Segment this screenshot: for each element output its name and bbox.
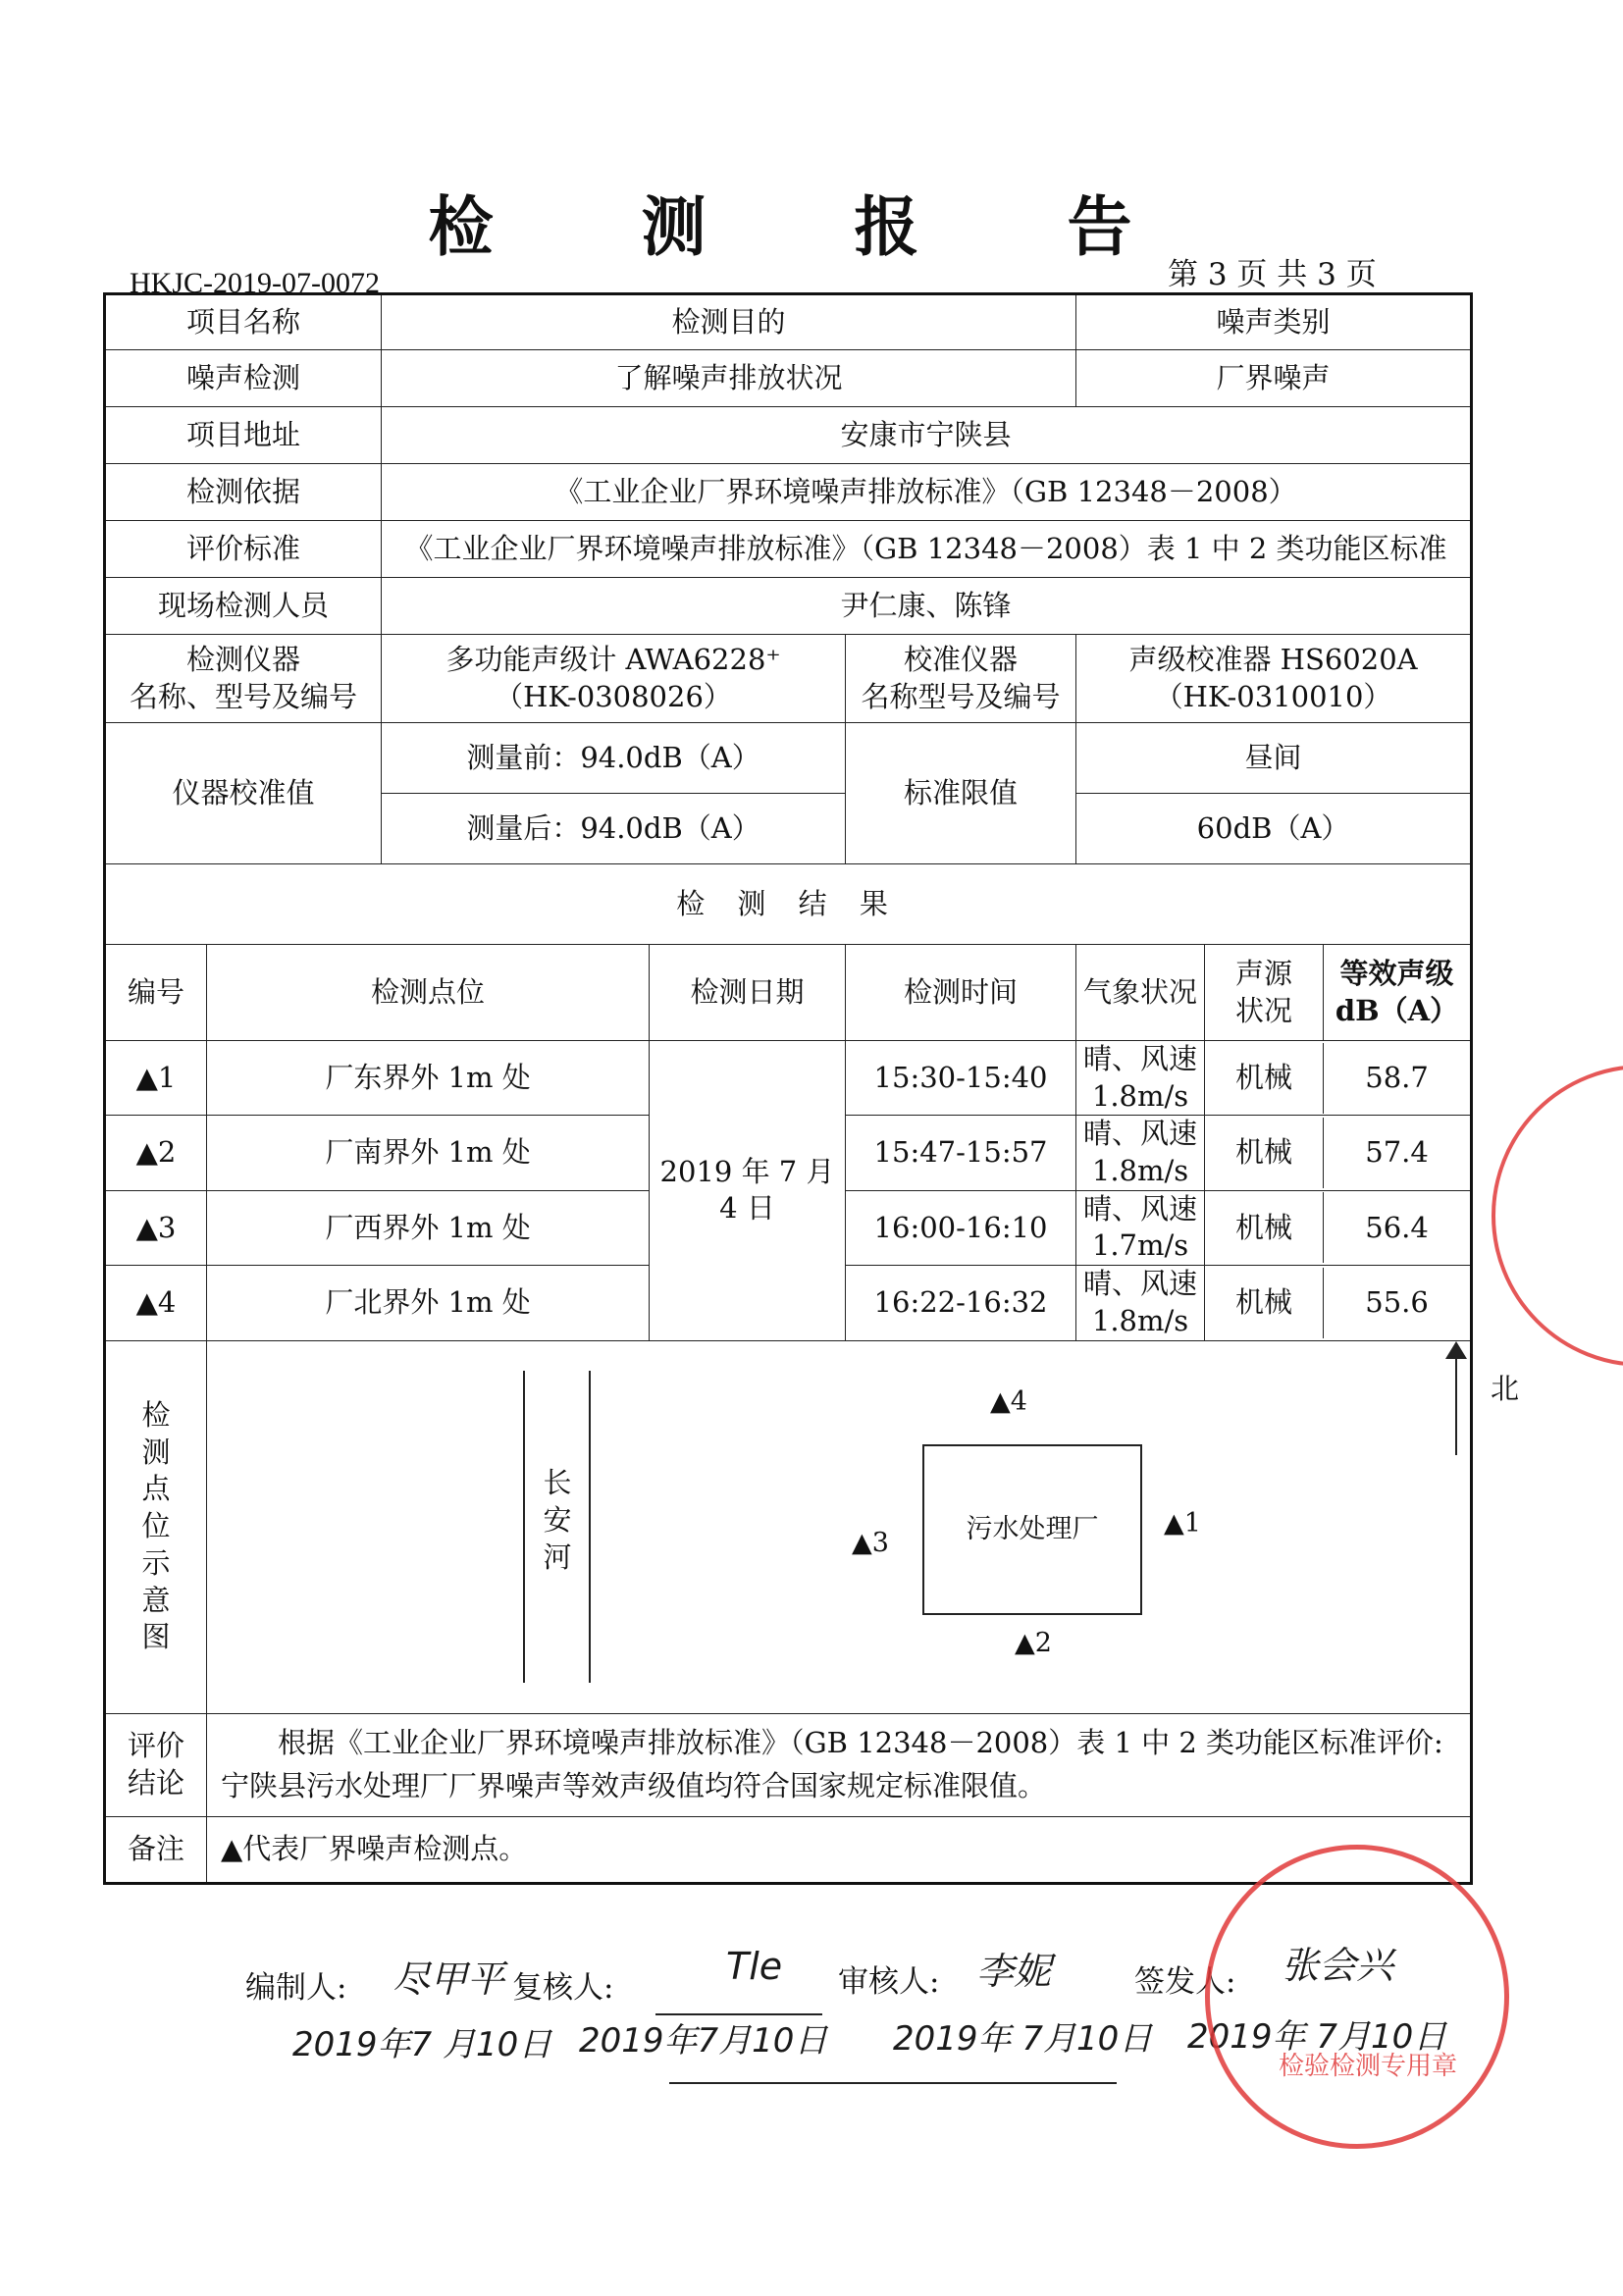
reviewer-label: 复核人: [512, 1970, 614, 2006]
calibrator-value-line1: 声级校准器 HS6020A [1128, 642, 1418, 676]
compiler-label: 编制人: [245, 1970, 347, 2006]
col-date-header: 检测日期 [650, 945, 846, 1041]
row-no: ▲3 [105, 1190, 207, 1265]
instrument-value-line1: 多功能声级计 AWA6228⁺ [445, 642, 781, 676]
river-bank-right [589, 1371, 591, 1683]
noise-type-label: 噪声类别 [1076, 294, 1472, 350]
remark-row [105, 1816, 1472, 1883]
row-no: ▲2 [105, 1116, 207, 1190]
report-title: 检 测 报 告 [428, 188, 1195, 265]
col-source-header [1205, 945, 1324, 1040]
calib-before: 测量前：94.0dB（A） [382, 723, 846, 794]
conclusion-text: 根据《工业企业厂界环境噪声排放标准》（GB 12348－2008）表 1 中 2 类功能区标准评价:宁陕县污水处理厂厂界噪声等效声级值均符合国家规定标准限值。 [207, 1713, 1472, 1816]
north-arrow-shaft [1455, 1349, 1457, 1455]
issuer-date: 2019年 7月10日 [1187, 2017, 1447, 2057]
plant-label: 污水处理厂 [966, 1514, 1099, 1545]
row-location: 厂东界外 1m 处 [207, 1041, 650, 1116]
address-label: 项目地址 [105, 407, 382, 464]
basis-label: 检测依据 [105, 464, 382, 521]
instrument-value-line2: （HK-0308026） [495, 679, 732, 713]
row-no: ▲4 [105, 1266, 207, 1340]
address-value: 安康市宁陕县 [382, 407, 1472, 464]
col-level-header-line1: 等效声级 [1339, 956, 1454, 990]
row-level: 57.4 [1365, 1135, 1429, 1170]
report-table [103, 292, 1520, 1885]
diagram-cell [207, 1340, 1520, 1713]
purpose-value: 了解噪声排放状况 [382, 350, 1076, 407]
results-header-row [105, 945, 1472, 1041]
limit-period: 昼间 [1076, 723, 1472, 794]
reviewer-date: 2019年7月10日 [579, 2021, 828, 2061]
limit-label: 标准限值 [846, 723, 1076, 864]
reviewer-signature: Tle [726, 1945, 783, 1988]
calibrator-label-line1: 校准仪器 [904, 642, 1019, 676]
basis-value: 《工业企业厂界环境噪声排放标准》（GB 12348－2008） [382, 464, 1472, 521]
col-no-header: 编号 [105, 945, 207, 1041]
eval-standard-row [105, 521, 1472, 578]
seal-text: 检验检测专用章 [1279, 2052, 1458, 2081]
instrument-label-line1: 检测仪器 [186, 642, 301, 676]
north-label: 北 [1491, 1372, 1520, 1405]
plant-box [922, 1444, 1142, 1615]
instrument-label [105, 635, 382, 723]
calibrator-label-line2: 名称型号及编号 [861, 679, 1061, 713]
row-date: 2019 年 7 月 4 日 [650, 1041, 846, 1341]
river-label: 长 安 河 [543, 1466, 572, 1574]
row-location: 厂西界外 1m 处 [207, 1190, 650, 1265]
row-source-level [1205, 1041, 1472, 1116]
noise-type-value: 厂界噪声 [1076, 350, 1472, 407]
point-4: ▲4 [990, 1386, 1027, 1417]
instrument-value [382, 635, 846, 723]
col-time-header: 检测时间 [846, 945, 1076, 1041]
address-row [105, 407, 1472, 464]
auditor-date: 2019年 7月10日 [893, 2019, 1153, 2059]
auditor-label: 审核人: [838, 1964, 940, 2000]
diagram-row [105, 1340, 1472, 1713]
row-location: 厂南界外 1m 处 [207, 1116, 650, 1190]
table-row [105, 1041, 1472, 1116]
row-weather: 晴、风速 1.8m/s [1076, 1041, 1205, 1116]
col-source-header-line2: 状况 [1235, 993, 1293, 1027]
row-time: 16:22-16:32 [846, 1266, 1076, 1340]
compiler-date: 2019年7 月10日 [292, 2025, 552, 2064]
compiler-signature: 尽甲平 [393, 1957, 505, 2001]
reviewer-underline [655, 2013, 822, 2015]
diagram-label: 检 测 点 位 示 意 图 [105, 1340, 207, 1713]
instrument-label-line2: 名称、型号及编号 [130, 679, 358, 713]
remark-text: ▲代表厂界噪声检测点。 [207, 1816, 1472, 1883]
row-source-level [1205, 1190, 1472, 1265]
row-source-level [1205, 1116, 1472, 1190]
row-location: 厂北界外 1m 处 [207, 1266, 650, 1340]
remark-label: 备注 [105, 1816, 207, 1883]
staff-row [105, 578, 1472, 635]
point-1: ▲1 [1164, 1508, 1201, 1539]
basis-row [105, 464, 1472, 521]
row-level: 58.7 [1365, 1060, 1429, 1094]
row-level: 55.6 [1365, 1284, 1429, 1319]
auditor-signature: 李妮 [976, 1950, 1052, 1993]
row-source: 机械 [1205, 1268, 1324, 1338]
calibrator-value-line2: （HK-0310010） [1154, 679, 1392, 713]
limit-value: 60dB（A） [1076, 794, 1472, 864]
document-number: HKJC-2019-07-0072 [130, 267, 380, 299]
results-title-row [105, 864, 1472, 945]
item-name-label: 项目名称 [105, 294, 382, 350]
issuer-label: 签发人: [1134, 1964, 1236, 2000]
row-no: ▲1 [105, 1041, 207, 1116]
calibration-row-before [105, 723, 1472, 794]
results-title: 检 测 结 果 [105, 864, 1472, 945]
site-diagram [207, 1341, 1520, 1712]
row-source: 机械 [1205, 1043, 1324, 1114]
reviewer-date-underline [669, 2082, 1117, 2084]
col-level-header [1324, 945, 1470, 1040]
page-info: 第 3 页 共 3 页 [1168, 257, 1377, 292]
item-name-value: 噪声检测 [105, 350, 382, 407]
col-level-header-line2: dB（A） [1335, 993, 1459, 1027]
staff-label: 现场检测人员 [105, 578, 382, 635]
calibrator-value [1076, 635, 1472, 723]
calibrator-label [846, 635, 1076, 723]
seal-partial-right [1492, 1065, 1623, 1367]
row-source-level [1205, 1266, 1472, 1340]
issuer-signature: 张会兴 [1282, 1944, 1394, 1987]
col-weather-header: 气象状况 [1076, 945, 1205, 1041]
row-level: 56.4 [1365, 1210, 1429, 1244]
row-time: 15:30-15:40 [846, 1041, 1076, 1116]
official-seal [1205, 1845, 1509, 2149]
eval-standard-label: 评价标准 [105, 521, 382, 578]
row-source: 机械 [1205, 1192, 1324, 1263]
col-source-level-header [1205, 945, 1472, 1041]
info-row-values [105, 350, 1472, 407]
conclusion-row [105, 1713, 1472, 1816]
instrument-row [105, 635, 1472, 723]
row-weather: 晴、风速 1.8m/s [1076, 1266, 1205, 1340]
col-location-header: 检测点位 [207, 945, 650, 1041]
point-3: ▲3 [852, 1528, 889, 1558]
river-bank-left [523, 1371, 525, 1683]
staff-value: 尹仁康、陈锋 [382, 578, 1472, 635]
calib-after: 测量后：94.0dB（A） [382, 794, 846, 864]
point-2: ▲2 [1015, 1628, 1052, 1658]
eval-standard-value: 《工业企业厂界环境噪声排放标准》（GB 12348－2008）表 1 中 2 类功能区标准 [382, 521, 1472, 578]
col-source-header-line1: 声源 [1235, 956, 1293, 990]
row-time: 15:47-15:57 [846, 1116, 1076, 1190]
row-weather: 晴、风速 1.7m/s [1076, 1190, 1205, 1265]
row-time: 16:00-16:10 [846, 1190, 1076, 1265]
row-weather: 晴、风速 1.8m/s [1076, 1116, 1205, 1190]
row-source: 机械 [1205, 1118, 1324, 1188]
calib-value-label: 仪器校准值 [105, 723, 382, 864]
info-row-header [105, 294, 1472, 350]
conclusion-label: 评价 结论 [105, 1713, 207, 1816]
purpose-label: 检测目的 [382, 294, 1076, 350]
